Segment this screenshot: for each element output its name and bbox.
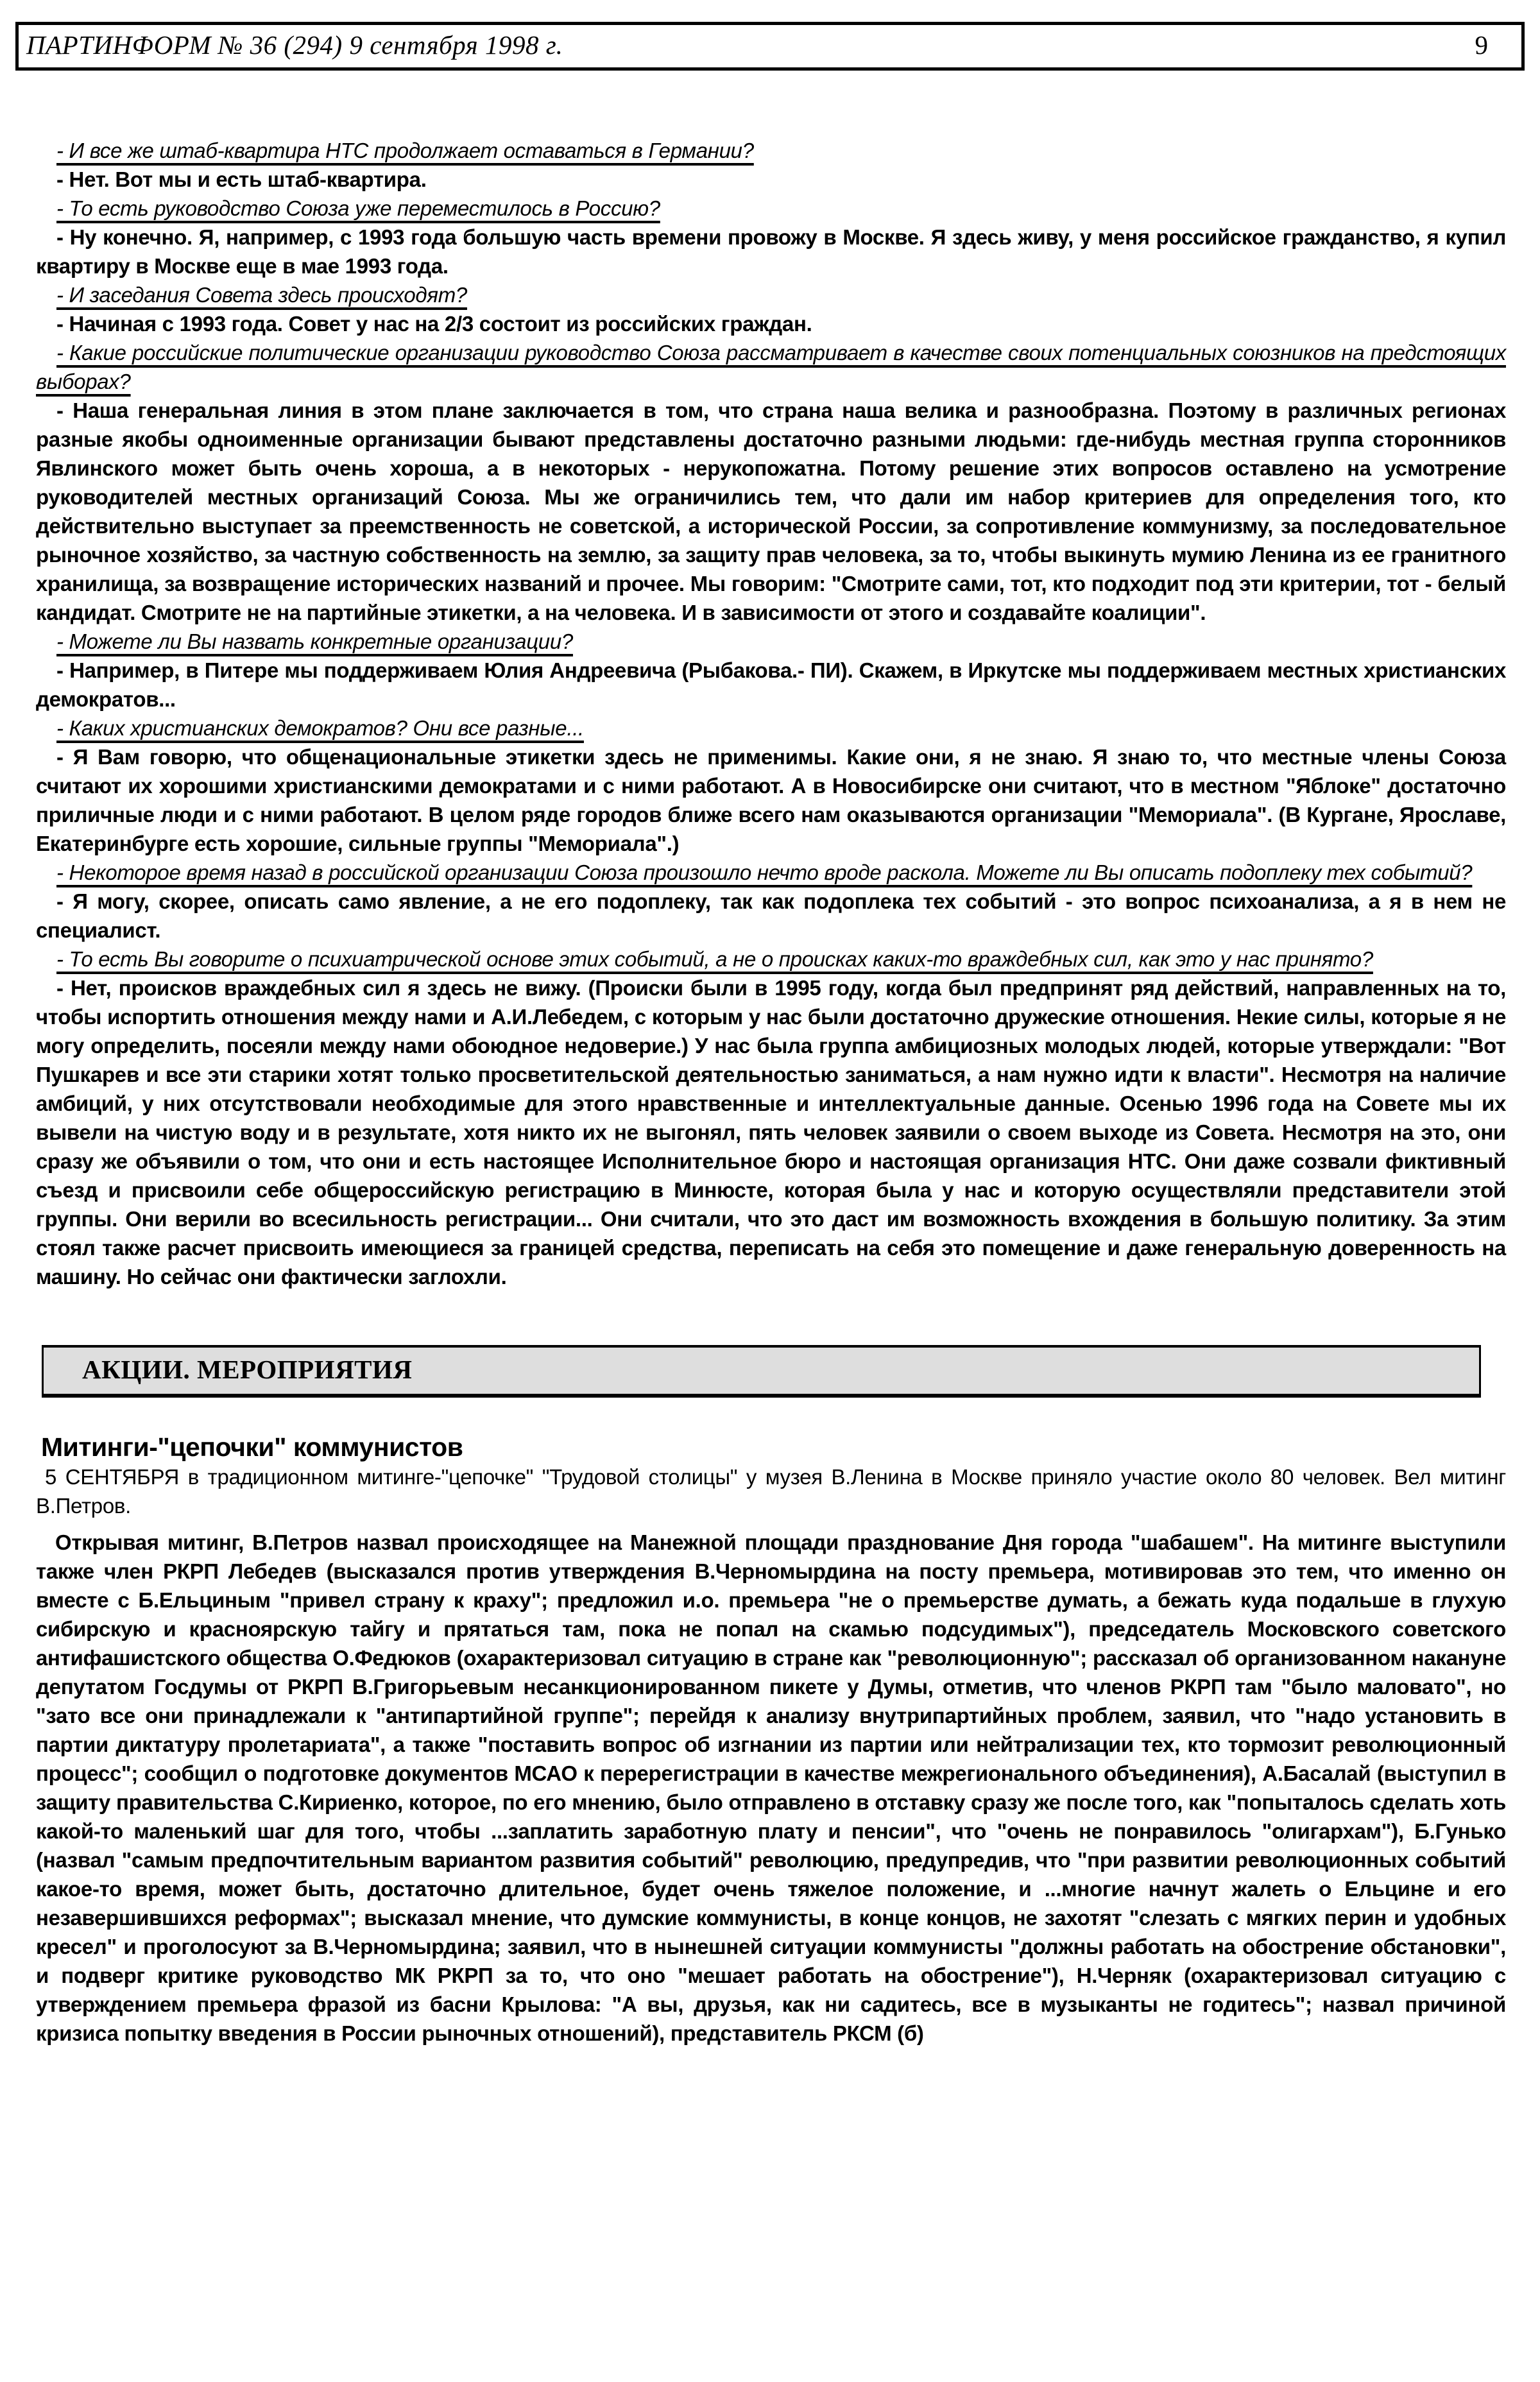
page-header: [15, 22, 1525, 71]
page-content: [36, 136, 1506, 2048]
section-header-box: [42, 1345, 1481, 1398]
interview-answer: - Начиная с 1993 года. Совет у нас на 2/3 состоит из российских граждан.: [56, 312, 812, 336]
newsletter-title: ПАРТИНФОРМ № 36 (294) 9 сентября 1998 г.: [26, 30, 563, 60]
article-paragraph: 5 СЕНТЯБРЯ в традиционном митинге-"цепочке" "Трудовой столицы" у музея В.Ленина в Москве приняло участие около 80 человек. Вел митинг В.Петров.: [36, 1465, 1506, 1518]
interview-answer: - Я могу, скорее, описать само явление, а не его подоплеку, так как подоплека тех событий - это вопрос психоанализа, а я в нем не специалист.: [36, 889, 1506, 942]
interview-question: - То есть Вы говорите о психиатрической основе этих событий, а не о происках каких-то враждебных сил, как это у нас принято?: [56, 947, 1373, 971]
interview-answer: - Нет, происков враждебных сил я здесь не вижу. (Происки были в 1995 году, когда был предпринят ряд действий, направленных на то, чтобы испортить отношения между нами и А.И.Лебедем, с которым у нас были достаточно дружеские отношения. Некие силы, которые я не могу определить, посеяли между нами обоюдное недоверие.) У нас была группа амбициозных молодых людей, которые утверждали: "Вот Пушкарев и все эти старики хотят только просветительской деятельностью заниматься, а нам нужно идти к власти". Несмотря на наличие амбиций, у них отсутствовали необходимые для этого нравственные и интеллектуальные данные. Осенью 1996 года на Совете мы их вывели на чистую воду и в результате, хотя никто их не выгонял, пять человек заявили о своем выходе из Совета. Несмотря на это, они сразу же объявили о том, что они и есть настоящее Исполнительное бюро и настоящая организация НТС. Они даже созвали фиктивный съезд и присвоили себе общероссийскую регистрацию в Минюсте, которая была у нас и которую осуществляли представители этой группы. Они верили во всесильность регистрации... Они считали, что это даст им возможность вхождения в большую политику. За этим стоял также расчет присвоить имеющиеся за границей средства, переписать на себя это помещение и даже генеральную доверенность на машину. Но сейчас они фактически заглохли.: [36, 976, 1506, 1289]
interview-answer: - Например, в Питере мы поддерживаем Юлия Андреевича (Рыбакова.- ПИ). Скажем, в Иркутске мы поддерживаем местных христианских демократов...: [36, 658, 1506, 711]
interview-question: - Некоторое время назад в российской организации Союза произошло нечто вроде раскола. Можете ли Вы описать подоплеку тех событий?: [56, 861, 1473, 884]
interview-answer: - Нет. Вот мы и есть штаб-квартира.: [56, 167, 427, 191]
interview-answer: - Я Вам говорю, что общенациональные этикетки здесь не применимы. Какие они, я не знаю. Я знаю то, что местные члены Союза считают их хорошими христианскими демократами и с ними работают. А в Новосибирске они считают, что в местном "Яблоке" достаточно приличные люди и с ними работают. В целом ряде городов ближе всего нам оказываются организации "Мемориала". (В Кургане, Ярославе, Екатеринбурге есть хорошие, сильные группы "Мемориала".): [36, 745, 1506, 855]
article-paragraph: Открывая митинг, В.Петров назвал происходящее на Манежной площади празднование Дня города "шабашем". На митинге выступили также член РКРП Лебедев (высказался против утверждения В.Черномырдина на посту премьера, мотивировав это тем, что именно он вместе с Б.Ельциным "привел страну к краху"; предложил и.о. премьера "не о премьерстве думать, а бежать куда подальше в глухую сибирскую и красноярскую тайгу и прятаться там, пока не попал на скамью подсудимых"), председатель Московского советского антифашистского общества О.Федюков (охарактеризовал ситуацию в стране как "революционную"; рассказал об организованном накануне депутатом Госдумы от РКРП В.Григорьевым несанкционированном пикете у Думы, отметив, что членов РКРП там "было маловато", но "зато все они принадлежали к "антипартийной группе"; перейдя к анализу внутрипартийных проблем, заявил, что "надо установить в партии диктатуру пролетариата", а также "поставить вопрос об изгнании из партии или нейтрализации тех, кто тормозит революционный процесс"; сообщил о подготовке документов МСАО к перерегистрации в качестве межрегионального объединения), А.Басалай (выступил в защиту правительства С.Кириенко, которое, по его мнению, было отправлено в отставку сразу же после того, как "попыталось сделать хоть какой-то маленький шаг для того, чтобы ...заплатить заработную плату и пенсии", что "очень не понравилось "олигархам"), Б.Гунько (назвал "самым предпочтительным вариантом развития событий" революцию, предупредив, что "при развитии революционных событий какое-то время, может быть, достаточно длительное, будет очень тяжелое положение, и ...многие начнут жалеть о Ельцине и его незавершившихся реформах"; высказал мнение, что думские коммунисты, в конце концов, не захотят "слезать с мягких перин и удобных кресел" и проголосуют за В.Черномырдина; заявил, что в нынешней ситуации коммунисты "должны работать на обострение обстановки", и подверг критике руководство МК РКРП за то, что оно "мешает работать на обострение"), Н.Черняк (охарактеризовал ситуацию с утверждением премьера фразой из басни Крылова: "А вы, друзья, как ни садитесь, все в музыканты не годитесь"; назвал причиной кризиса попытку введения в России рыночных отношений), представитель РКСМ (б): [36, 1530, 1506, 2045]
page-number: 9: [1475, 30, 1488, 60]
interview-question: - Какие российские политические организации руководство Союза рассматривает в качестве своих потенциальных союзников на предстоящих выборах?: [36, 341, 1506, 393]
interview-section: [36, 136, 1506, 1291]
article-headline: Митинги-"цепочки" коммунистов: [41, 1432, 463, 1462]
interview-question: - Каких христианских демократов? Они все разные...: [56, 716, 584, 740]
article-body: [36, 1462, 1506, 2048]
interview-question: - Можете ли Вы назвать конкретные организации?: [56, 630, 573, 653]
section-title: АКЦИИ. МЕРОПРИЯТИЯ: [82, 1355, 413, 1384]
interview-answer: - Ну конечно. Я, например, с 1993 года большую часть времени провожу в Москве. Я здесь живу, у меня российское гражданство, я купил квартиру в Москве еще в мае 1993 года.: [36, 225, 1506, 278]
interview-question: - И заседания Совета здесь происходят?: [56, 283, 467, 307]
interview-question: - То есть руководство Союза уже переместилось в Россию?: [56, 196, 660, 220]
interview-answer: - Наша генеральная линия в этом плане заключается в том, что страна наша велика и разнообразна. Поэтому в различных регионах разные якобы одноименные организации бывают представлены достаточно разными людьми: где-нибудь местная группа сторонников Явлинского может быть очень хороша, а в некоторых - нерукопожатна. Потому решение этих вопросов оставлено на усмотрение руководителей местных организаций Союза. Мы же ограничились тем, что дали им набор критериев для определения того, кто действительно выступает за преемственность не советской, а исторической России, за сопротивление коммунизму, за последовательное рыночное хозяйство, за частную собственность на землю, за защиту прав человека, за то, чтобы выкинуть мумию Ленина из ее гранитного хранилища, за возвращение исторических названий и прочее. Мы говорим: "Смотрите сами, тот, кто подходит под эти критерии, тот - белый кандидат. Смотрите не на партийные этикетки, а на человека. И в зависимости от этого и создавайте коалиции".: [36, 398, 1506, 624]
interview-question: - И все же штаб-квартира НТС продолжает оставаться в Германии?: [56, 139, 754, 162]
